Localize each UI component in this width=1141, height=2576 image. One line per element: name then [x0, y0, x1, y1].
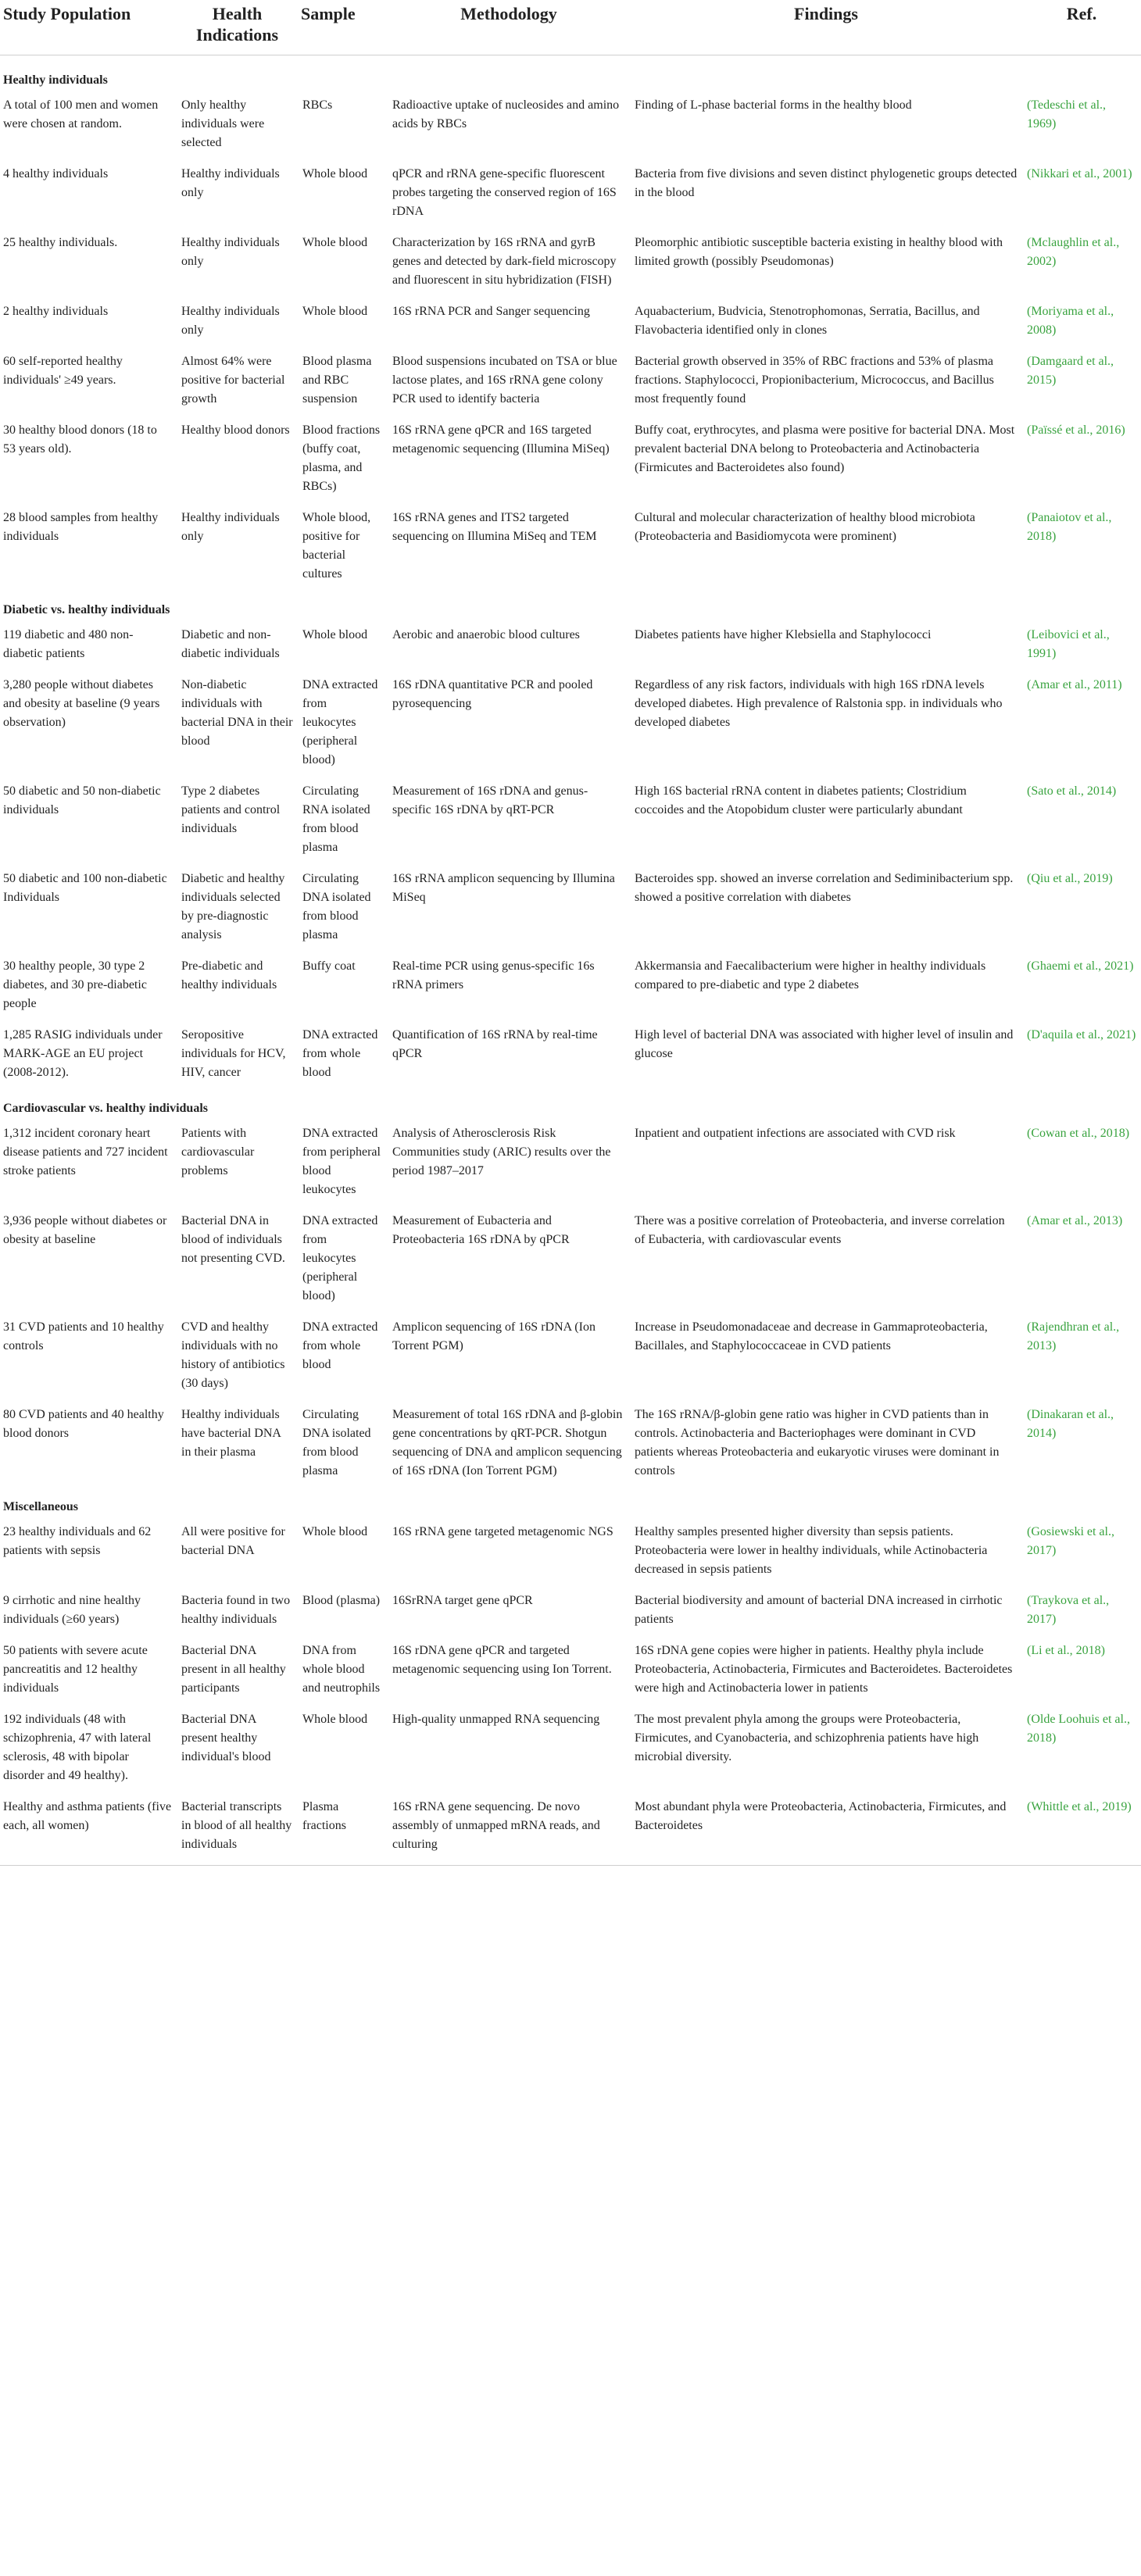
reference-link[interactable]: (Cowan et al., 2018) [1027, 1127, 1130, 1140]
cell-population: 50 diabetic and 50 non-diabetic individuals [3, 784, 161, 816]
section-row [0, 595, 1141, 624]
cell-findings: Most abundant phyla were Proteobacteria, Actinobacteria, Firmicutes, and Bacteroidetes [635, 1800, 1007, 1832]
cell-sample: Whole blood [302, 236, 368, 249]
cell-indications: Bacterial DNA present in all healthy participants [181, 1644, 286, 1695]
cell-sample: Whole blood [302, 1525, 368, 1538]
cell-findings: Akkermansia and Faecalibacterium were higher in healthy individuals compared to pre-diabetic and type 2 diabetes [635, 959, 986, 991]
cell-sample: Plasma fractions [302, 1800, 346, 1832]
table-header [0, 0, 1141, 55]
cell-population: Healthy and asthma patients (five each, all women) [3, 1800, 172, 1832]
header-findings: Findings [630, 0, 1022, 55]
table-row [0, 868, 1141, 956]
reference-link[interactable]: (Leibovici et al., 1991) [1027, 628, 1110, 660]
cell-population: 23 healthy individuals and 62 patients with sepsis [3, 1525, 152, 1557]
reference-link[interactable]: (Gosiewski et al., 2017) [1027, 1525, 1114, 1557]
cell-sample: DNA extracted from peripheral blood leukocytes [302, 1127, 381, 1196]
reference-link[interactable]: (Nikkari et al., 2001) [1027, 167, 1132, 180]
cell-indications: Healthy individuals have bacterial DNA in their plasma [181, 1408, 281, 1459]
cell-findings: Pleomorphic antibiotic susceptible bacteria existing in healthy blood with limited growth (possibly Pseudomonas) [635, 236, 1003, 268]
cell-findings: The 16S rRNA/β-globin gene ratio was higher in CVD patients than in controls. Actinobacteria and Bacteriophages were dominant in CVD patients whereas Proteobacteria and eukaryotic viruses were dominant in controls [635, 1408, 1000, 1477]
cell-methodology: 16S rDNA quantitative PCR and pooled pyrosequencing [392, 678, 593, 710]
cell-findings: Finding of L-phase bacterial forms in the healthy blood [635, 98, 912, 112]
reference-link[interactable]: (Païssé et al., 2016) [1027, 423, 1125, 437]
cell-findings: High level of bacterial DNA was associated with higher level of insulin and glucose [635, 1028, 1014, 1060]
cell-methodology: 16S rDNA gene qPCR and targeted metagenomic sequencing using Ion Torrent. [392, 1644, 612, 1676]
table-row [0, 301, 1141, 351]
cell-methodology: 16S rRNA amplicon sequencing by Illumina MiSeq [392, 872, 615, 904]
cell-methodology: High-quality unmapped RNA sequencing [392, 1713, 600, 1726]
cell-findings: Bacterial growth observed in 35% of RBC fractions and 53% of plasma fractions. Staphylococci, Propionibacterium, Micrococcus, and Bacillus most frequently found [635, 355, 994, 406]
table-row [0, 1317, 1141, 1404]
cell-sample: Circulating DNA isolated from blood plasma [302, 1408, 371, 1477]
reference-link[interactable]: (Amar et al., 2011) [1027, 678, 1122, 691]
reference-link[interactable]: (Mclaughlin et al., 2002) [1027, 236, 1120, 268]
cell-methodology: Blood suspensions incubated on TSA or blue lactose plates, and 16S rRNA gene colony PCR used to identify bacteria [392, 355, 617, 406]
reference-link[interactable]: (Sato et al., 2014) [1027, 784, 1117, 798]
table-row [0, 781, 1141, 868]
reference-link[interactable]: (Dinakaran et al., 2014) [1027, 1408, 1114, 1440]
table-row [0, 1210, 1141, 1317]
cell-population: 31 CVD patients and 10 healthy controls [3, 1320, 164, 1352]
section-title: Diabetic vs. healthy individuals [3, 603, 170, 616]
section-title: Miscellaneous [3, 1500, 78, 1513]
cell-indications: Healthy individuals only [181, 511, 280, 543]
cell-indications: Pre-diabetic and healthy individuals [181, 959, 277, 991]
cell-findings: Bacteria from five divisions and seven distinct phylogenetic groups detected in the blood [635, 167, 1018, 199]
section-row [0, 1492, 1141, 1521]
cell-population: 3,280 people without diabetes and obesity at baseline (9 years observation) [3, 678, 160, 729]
table-row [0, 351, 1141, 420]
cell-population: 30 healthy blood donors (18 to 53 years old). [3, 423, 157, 456]
cell-findings: Regardless of any risk factors, individuals with high 16S rDNA levels developed diabetes. High prevalence of Ralstonia spp. in individuals who developed diabetes [635, 678, 1003, 729]
cell-sample: Buffy coat [302, 959, 356, 973]
cell-indications: Diabetic and non-diabetic individuals [181, 628, 280, 660]
reference-link[interactable]: (Olde Loohuis et al., 2018) [1027, 1713, 1130, 1745]
cell-sample: Circulating DNA isolated from blood plasma [302, 872, 371, 941]
cell-findings: High 16S bacterial rRNA content in diabetes patients; Clostridium coccoides and the Atopobidum cluster were particularly abundant [635, 784, 967, 816]
reference-link[interactable]: (Panaiotov et al., 2018) [1027, 511, 1112, 543]
cell-findings: The most prevalent phyla among the groups were Proteobacteria, Firmicutes, and Cyanobacteria, and schizophrenia patients have high microbial diversity. [635, 1713, 979, 1763]
reference-link[interactable]: (Traykova et al., 2017) [1027, 1594, 1110, 1626]
cell-population: 60 self-reported healthy individuals' ≥49 years. [3, 355, 123, 387]
cell-population: 2 healthy individuals [3, 305, 109, 318]
cell-indications: All were positive for bacterial DNA [181, 1525, 285, 1557]
table-row [0, 420, 1141, 507]
cell-indications: Healthy individuals only [181, 167, 280, 199]
cell-methodology: Aerobic and anaerobic blood cultures [392, 628, 580, 641]
cell-sample: DNA extracted from whole blood [302, 1320, 378, 1371]
cell-methodology: Radioactive uptake of nucleosides and amino acids by RBCs [392, 98, 620, 130]
cell-sample: DNA from whole blood and neutrophils [302, 1644, 381, 1695]
cell-population: A total of 100 men and women were chosen at random. [3, 98, 159, 130]
table-body [0, 55, 1141, 1866]
reference-link[interactable]: (Whittle et al., 2019) [1027, 1800, 1132, 1813]
cell-methodology: 16S rRNA PCR and Sanger sequencing [392, 305, 590, 318]
section-row [0, 1093, 1141, 1123]
table-row [0, 1521, 1141, 1590]
reference-link[interactable]: (Amar et al., 2013) [1027, 1214, 1123, 1227]
cell-findings: Diabetes patients have higher Klebsiella and Staphylococci [635, 628, 932, 641]
reference-link[interactable]: (Ghaemi et al., 2021) [1027, 959, 1134, 973]
cell-sample: Blood fractions (buffy coat, plasma, and RBCs) [302, 423, 381, 493]
cell-population: 9 cirrhotic and nine healthy individuals (≥60 years) [3, 1594, 141, 1626]
table-row [0, 163, 1141, 232]
reference-link[interactable]: (Qiu et al., 2019) [1027, 872, 1113, 885]
cell-findings: Inpatient and outpatient infections are associated with CVD risk [635, 1127, 956, 1140]
reference-link[interactable]: (Tedeschi et al., 1969) [1027, 98, 1107, 130]
reference-link[interactable]: (Li et al., 2018) [1027, 1644, 1105, 1657]
table-row [0, 507, 1141, 595]
cell-population: 1,312 incident coronary heart disease patients and 727 incident stroke patients [3, 1127, 168, 1177]
section-row [0, 55, 1141, 95]
cell-indications: Healthy individuals only [181, 236, 280, 268]
cell-sample: Circulating RNA isolated from blood plasma [302, 784, 370, 854]
cell-methodology: Quantification of 16S rRNA by real-time qPCR [392, 1028, 598, 1060]
cell-indications: Non-diabetic individuals with bacterial DNA in their blood [181, 678, 293, 748]
cell-population: 50 patients with severe acute pancreatitis and 12 healthy individuals [3, 1644, 148, 1695]
cell-population: 50 diabetic and 100 non-diabetic Individuals [3, 872, 167, 904]
reference-link[interactable]: (Moriyama et al., 2008) [1027, 305, 1114, 337]
cell-methodology: Analysis of Atherosclerosis Risk Communities study (ARIC) results over the period 1987–2017 [392, 1127, 611, 1177]
reference-link[interactable]: (D'aquila et al., 2021) [1027, 1028, 1136, 1041]
cell-sample: Whole blood [302, 628, 368, 641]
cell-findings: Bacteroides spp. showed an inverse correlation and Sediminibacterium spp. showed a positive correlation with diabetes [635, 872, 1014, 904]
cell-findings: There was a positive correlation of Proteobacteria, and inverse correlation of Eubacteria, with cardiovascular events [635, 1214, 1005, 1246]
table-row [0, 624, 1141, 674]
cell-methodology: 16SrRNA target gene qPCR [392, 1594, 533, 1607]
cell-methodology: 16S rRNA gene qPCR and 16S targeted metagenomic sequencing (Illumina MiSeq) [392, 423, 610, 456]
table-row [0, 1404, 1141, 1492]
reference-link[interactable]: (Damgaard et al., 2015) [1027, 355, 1114, 387]
cell-findings: Increase in Pseudomonadaceae and decrease in Gammaproteobacteria, Bacillales, and Staphylococcaceae in CVD patients [635, 1320, 988, 1352]
cell-indications: Bacteria found in two healthy individuals [181, 1594, 291, 1626]
cell-indications: Bacterial DNA present healthy individual's blood [181, 1713, 271, 1763]
cell-findings: Healthy samples presented higher diversity than sepsis patients. Proteobacteria were lower in healthy individuals, while Actinobacteria decreased in sepsis patients [635, 1525, 988, 1576]
cell-methodology: 16S rRNA gene targeted metagenomic NGS [392, 1525, 613, 1538]
table-row [0, 1796, 1141, 1865]
cell-methodology: Real-time PCR using genus-specific 16s rRNA primers [392, 959, 595, 991]
table-row [0, 1024, 1141, 1093]
table-row [0, 1709, 1141, 1796]
cell-sample: DNA extracted from whole blood [302, 1028, 378, 1079]
cell-findings: Cultural and molecular characterization of healthy blood microbiota (Proteobacteria and Basidiomycota were prominent) [635, 511, 975, 543]
cell-sample: RBCs [302, 98, 333, 112]
cell-population: 119 diabetic and 480 non-diabetic patients [3, 628, 134, 660]
cell-sample: DNA extracted from leukocytes (peripheral blood) [302, 1214, 378, 1302]
cell-population: 30 healthy people, 30 type 2 diabetes, and 30 pre-diabetic people [3, 959, 147, 1010]
cell-methodology: 16S rRNA gene sequencing. De novo assembly of unmapped mRNA reads, and culturing [392, 1800, 600, 1851]
cell-findings: 16S rDNA gene copies were higher in patients. Healthy phyla include Proteobacteria, Actinobacteria, Firmicutes and Bacteroidetes. Bacteroidetes were high and Actinobacteria lower in patients [635, 1644, 1013, 1695]
cell-population: 1,285 RASIG individuals under MARK-AGE an EU project (2008-2012). [3, 1028, 163, 1079]
table-row [0, 232, 1141, 301]
cell-indications: Seropositive individuals for HCV, HIV, cancer [181, 1028, 286, 1079]
reference-link[interactable]: (Rajendhran et al., 2013) [1027, 1320, 1120, 1352]
cell-methodology: 16S rRNA genes and ITS2 targeted sequencing on Illumina MiSeq and TEM [392, 511, 597, 543]
cell-indications: Almost 64% were positive for bacterial growth [181, 355, 285, 406]
cell-indications: Healthy individuals only [181, 305, 280, 337]
cell-methodology: Amplicon sequencing of 16S rDNA (Ion Torrent PGM) [392, 1320, 596, 1352]
table-row [0, 674, 1141, 781]
cell-indications: CVD and healthy individuals with no history of antibiotics (30 days) [181, 1320, 285, 1390]
table-row [0, 1123, 1141, 1210]
cell-population: 80 CVD patients and 40 healthy blood donors [3, 1408, 164, 1440]
table-row [0, 1590, 1141, 1640]
cell-sample: Blood (plasma) [302, 1594, 381, 1607]
cell-findings: Buffy coat, erythrocytes, and plasma were positive for bacterial DNA. Most prevalent bacterial DNA belong to Proteobacteria and Actinobacteria (Firmicutes and Bacteroidetes also found) [635, 423, 1015, 474]
cell-sample: Whole blood [302, 1713, 368, 1726]
cell-indications: Diabetic and healthy individuals selected by pre-diagnostic analysis [181, 872, 285, 941]
section-title: Healthy individuals [3, 73, 108, 87]
cell-findings: Bacterial biodiversity and amount of bacterial DNA increased in cirrhotic patients [635, 1594, 1003, 1626]
cell-population: 4 healthy individuals [3, 167, 109, 180]
cell-sample: Whole blood [302, 305, 368, 318]
cell-sample: Whole blood, positive for bacterial cultures [302, 511, 371, 581]
cell-methodology: Measurement of 16S rDNA and genus-specific 16S rDNA by qRT-PCR [392, 784, 588, 816]
cell-methodology: Measurement of Eubacteria and Proteobacteria 16S rDNA by qPCR [392, 1214, 570, 1246]
cell-sample: Whole blood [302, 167, 368, 180]
cell-population: 3,936 people without diabetes or obesity at baseline [3, 1214, 167, 1246]
cell-indications: Healthy blood donors [181, 423, 290, 437]
cell-population: 192 individuals (48 with schizophrenia, 47 with lateral sclerosis, 48 with bipolar disorder and 49 healthy). [3, 1713, 152, 1782]
cell-indications: Bacterial DNA in blood of individuals not presenting CVD. [181, 1214, 285, 1265]
section-title: Cardiovascular vs. healthy individuals [3, 1102, 208, 1115]
cell-methodology: Characterization by 16S rRNA and gyrB genes and detected by dark-field microscopy and fluorescent in situ hybridization (FISH) [392, 236, 617, 287]
cell-population: 28 blood samples from healthy individuals [3, 511, 159, 543]
cell-sample: Blood plasma and RBC suspension [302, 355, 372, 406]
cell-methodology: Measurement of total 16S rDNA and β-globin gene concentrations by qRT-PCR. Shotgun sequencing of DNA and amplicon sequencing of 16S rDNA (Ion Torrent PGM) [392, 1408, 623, 1477]
table-row [0, 956, 1141, 1024]
cell-findings: Aquabacterium, Budvicia, Stenotrophomonas, Serratia, Bacillus, and Flavobacteria identified only in clones [635, 305, 980, 337]
bottom-rule [0, 1865, 1141, 1870]
header-ref: Ref. [1022, 0, 1141, 55]
cell-indications: Bacterial transcripts in blood of all healthy individuals [181, 1800, 292, 1851]
table-row [0, 1640, 1141, 1709]
header-sample: Sample [298, 0, 388, 55]
header-population: Study Population [0, 0, 177, 55]
cell-indications: Patients with cardiovascular problems [181, 1127, 255, 1177]
cell-methodology: qPCR and rRNA gene-specific fluorescent probes targeting the conserved region of 16S rDNA [392, 167, 617, 218]
header-methodology: Methodology [388, 0, 630, 55]
table-row [0, 95, 1141, 163]
cell-sample: DNA extracted from leukocytes (peripheral blood) [302, 678, 378, 766]
cell-population: 25 healthy individuals. [3, 236, 118, 249]
cell-indications: Type 2 diabetes patients and control individuals [181, 784, 281, 835]
cell-indications: Only healthy individuals were selected [181, 98, 265, 149]
header-indications: Health Indications [177, 0, 298, 55]
